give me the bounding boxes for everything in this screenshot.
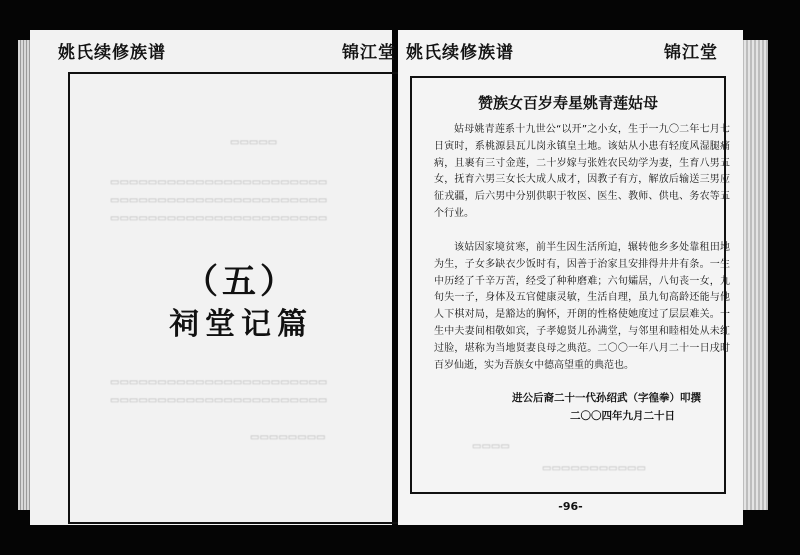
bleed-through-text: ▭▭▭▭ (472, 441, 510, 452)
bleed-through-text: ▭▭▭▭▭▭▭▭▭▭▭▭▭▭▭▭▭▭▭▭▭▭▭ (110, 395, 328, 406)
signature-date: 二〇〇四年九月二十日 (570, 410, 675, 422)
bleed-through-text: ▭▭▭▭▭▭▭▭▭▭▭▭▭▭▭▭▭▭▭▭▭▭▭ (110, 195, 328, 206)
hall-name: 锦江堂 (664, 43, 718, 63)
bleed-through-text: ▭▭▭▭▭▭▭▭▭▭▭▭▭▭▭▭▭▭▭▭▭▭▭ (110, 377, 328, 388)
page-frame (68, 72, 414, 524)
article-paragraph: 姑母姚青莲系十九世公“以开”之小女，生于一九〇二年七月七日寅时，系桃源县瓦儿岗永镇皇土地。该姑从小患有轻度风湿腿痛病，且裹有三寸金莲，二十岁嫁与张姓农民幼学为妻，生育八男五女，抚育六男三女长大成人成才，因教子有方，解放后输送三男应征戎疆，后六男中分别供职于牧医、医生、教师、供电、务农等五个行业。 (434, 124, 730, 219)
bleed-through-text: ▭▭▭▭▭▭▭▭▭▭▭▭▭▭▭▭▭▭▭▭▭▭▭ (110, 177, 328, 188)
bleed-through-text: ▭▭▭▭▭▭▭▭ (250, 432, 326, 443)
author-signature: 进公后裔二十一代孙绍武（字徨拳）叩撰 (512, 392, 701, 404)
book-title: 姚氏续修族谱 (406, 43, 514, 63)
bleed-through-text: ▭▭▭▭▭ (230, 137, 278, 148)
section-number: （五） (184, 262, 298, 302)
article-paragraph: 该姑因家境贫寒，前半生因生活所迫，辗转他乡多处靠租田地为生，子女多缺衣少饭时有，因善于治家且安排得井井有条。一生中历经了千辛万苦，经受了种种磨难；六旬孀居，八旬丧一女，九旬失一子，身体及五官健康灵敏，生活自理，虽九旬高龄还能与他人下棋对局，是豁达的胸怀，开朗的性格使她度过了层层难关。一生中夫妻间相敬如宾，子孝媳贤儿孙满堂，与邻里和睦相处从未红过脸，堪称为当地贤妻良母之典范。二〇〇一年八月二十一日戌时百岁仙逝，实为吾族女中德高望重的典范也。 (434, 242, 730, 371)
article-title: 赞族女百岁寿星姚青莲姑母 (477, 94, 658, 112)
page-frame (410, 76, 730, 494)
right-page (398, 30, 743, 525)
running-header-right (406, 38, 718, 64)
section-title: 祠堂记篇 (169, 307, 313, 342)
bleed-through-text: ▭▭▭▭▭▭▭▭▭▭▭ (542, 463, 646, 474)
left-page (30, 30, 396, 525)
bleed-through-text: ▭▭▭▭▭▭▭▭▭▭▭▭▭▭▭▭▭▭▭▭▭▭▭ (110, 213, 328, 224)
book-title: 姚氏续修族谱 (58, 43, 166, 63)
hall-name: 锦江堂 (342, 43, 396, 63)
running-header-left (58, 38, 396, 64)
page-number: -96- (558, 500, 583, 513)
